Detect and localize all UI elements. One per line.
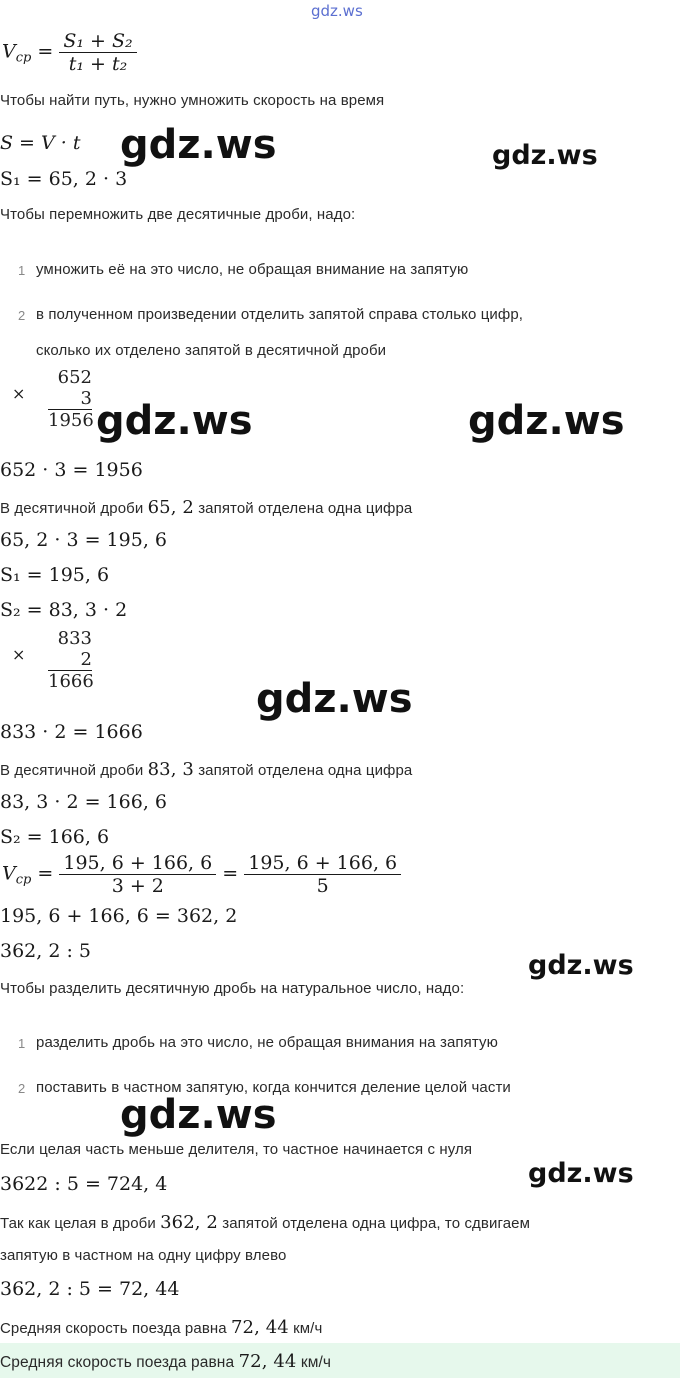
list-number: 2 [18,308,26,323]
inline-math: 72, 44 [238,1351,297,1372]
text-fragment: Средняя скорость поезда равна [0,1354,239,1371]
text-line [0,1317,322,1338]
column-multiplication [48,628,92,692]
list-number: 1 [18,263,26,278]
fraction [59,30,136,75]
formula-lhs-sub: cp [15,50,32,66]
fraction-denominator: t₁ + t₂ [59,52,136,75]
formula-line: S₂ = 83, 3 · 2 [0,599,128,621]
column-multiplication [48,367,92,431]
multiplicand: 652 [57,367,92,388]
formula-line: 362, 2 : 5 [0,940,92,962]
formula-lhs-sub: cp [15,872,32,888]
watermark: gdz.ws [120,1092,277,1138]
formula-average-speed: $V_{cp}$ = $\frac{\text{S₁ + S₂}}{\text{t₁ + t₂}}$ [2,30,137,75]
fraction [244,852,401,897]
text-line [0,759,412,780]
fraction-denominator: 5 [244,874,401,897]
product: 1666 [48,671,94,692]
list-item: разделить дробь на это число, не обращая внимания на запятую [36,1034,498,1051]
text-fragment: В десятичной дроби [0,500,148,517]
multiply-sign: × [12,384,26,403]
text-line: Если целая часть меньше делителя, то частное начинается с нуля [0,1141,473,1158]
formula-line: 833 · 2 = 1666 [0,721,143,743]
watermark: gdz.ws [528,950,634,981]
list-item: в полученном произведении отделить запятой справа столько цифр, [36,306,524,323]
multiplier: 3 [80,388,92,409]
text-fragment: Средняя скорость поезда равна [0,1320,231,1337]
inline-math: 83, 3 [147,759,194,780]
watermark: gdz.ws [120,122,277,168]
text-fragment: запятой отделена одна цифра [193,762,413,779]
list-item: умножить её на это число, не обращая внимание на запятую [36,261,469,278]
text-line [0,497,412,518]
multiplier: 2 [80,649,92,670]
fraction-numerator: 195, 6 + 166, 6 [248,852,398,874]
text-line: Чтобы перемножить две десятичные дроби, надо: [0,206,356,223]
formula-average-speed-computed: $V_{cp}$ = $\frac{195, 6 + 166, 6}{3 + 2}$ = $\frac{195, 6 + 166, 6}{5}$ [2,852,401,897]
list-number: 2 [18,1081,26,1096]
formula-line: 362, 2 : 5 = 72, 44 [0,1278,180,1300]
text-line: Чтобы найти путь, нужно умножить скорость на время [0,92,385,109]
formula-lhs: V [2,40,16,63]
watermark: gdz.ws [256,676,413,722]
watermark-top: gdz.ws [311,2,363,20]
formula-line: S₁ = 65, 2 · 3 [0,168,128,190]
watermark: gdz.ws [96,398,253,444]
text-fragment: Так как целая в дроби [0,1215,161,1232]
formula-lhs: V [2,862,16,885]
product: 1956 [48,410,94,431]
watermark: gdz.ws [468,398,625,444]
text-fragment: км/ч [288,1320,323,1337]
watermark: gdz.ws [528,1158,634,1189]
text-line: Чтобы разделить десятичную дробь на натуральное число, надо: [0,980,465,997]
fraction [59,852,216,897]
formula-line: S₂ = 166, 6 [0,826,110,848]
inline-math: 362, 2 [160,1212,218,1233]
text-line: запятую в частном на одну цифру влево [0,1247,287,1264]
text-fragment: В десятичной дроби [0,762,148,779]
fraction-numerator: S₁ + S₂ [63,30,133,52]
inline-math: 72, 44 [230,1317,289,1338]
fraction-numerator: 195, 6 + 166, 6 [63,852,213,874]
multiplicand: 833 [57,628,92,649]
watermark: gdz.ws [492,140,598,171]
text-fragment: км/ч [296,1354,332,1371]
formula-line: 65, 2 · 3 = 195, 6 [0,529,167,551]
list-item-continuation: сколько их отделено запятой в десятичной дроби [36,342,387,359]
inline-math: 65, 2 [147,497,194,518]
multiply-sign: × [12,645,26,664]
text-fragment: запятой отделена одна цифра, то сдвигаем [217,1215,530,1232]
formula-line: 3622 : 5 = 724, 4 [0,1173,168,1195]
answer-line [0,1351,331,1372]
text-fragment: запятой отделена одна цифра [193,500,413,517]
text-line [0,1212,530,1233]
formula-line: 83, 3 · 2 = 166, 6 [0,791,167,813]
fraction-denominator: 3 + 2 [59,874,216,897]
formula-line: S₁ = 195, 6 [0,564,110,586]
formula-line: 195, 6 + 166, 6 = 362, 2 [0,905,238,927]
list-number: 1 [18,1036,26,1051]
formula-line: 652 · 3 = 1956 [0,459,143,481]
list-item: поставить в частном запятую, когда кончится деление целой части [36,1079,511,1096]
formula-line: S = V · t [0,132,81,154]
